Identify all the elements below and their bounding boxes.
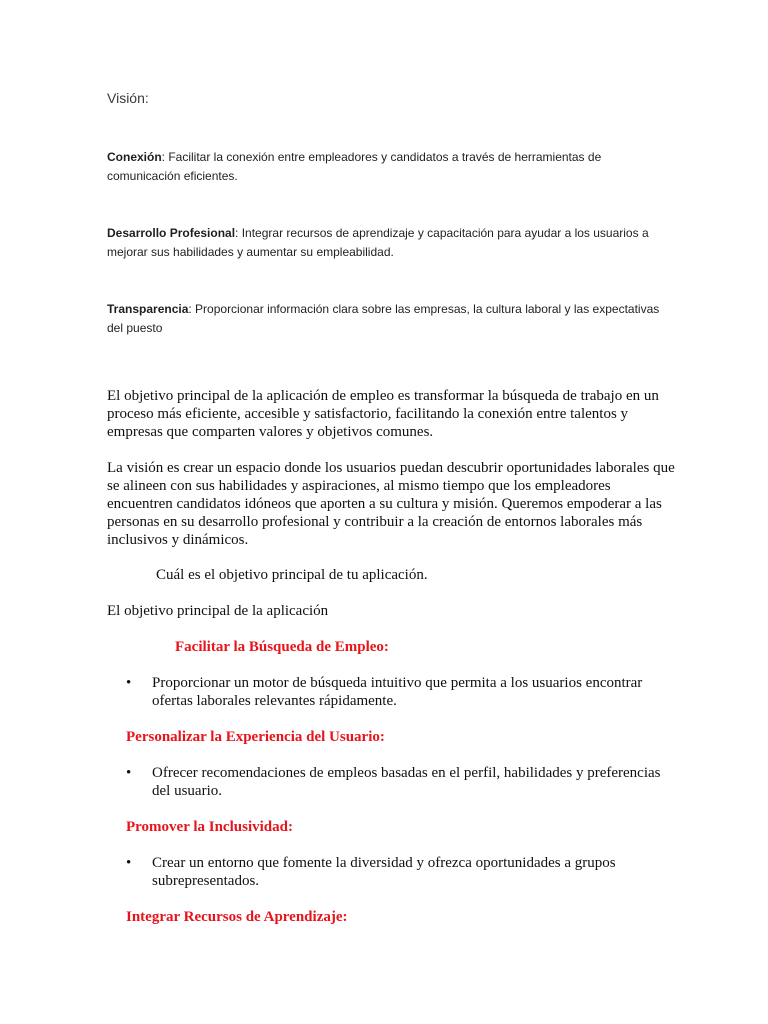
list-item-text: Crear un entorno que fomente la diversidad y ofrezca oportunidades a grupos subrepresentados. (152, 855, 616, 889)
pillar-text: : Proporcionar información clara sobre las empresas, la cultura laboral y las expectativas del puesto (107, 302, 660, 335)
list-item-text: Proporcionar un motor de búsqueda intuitivo que permita a los usuarios encontrar ofertas laborales relevantes rápidamente. (152, 675, 643, 709)
objective-intro: El objetivo principal de la aplicación (107, 603, 329, 619)
objective-heading-aprendizaje: Integrar Recursos de Aprendizaje: (126, 909, 348, 925)
list-item-text: Ofrecer recomendaciones de empleos basadas en el perfil, habilidades y preferencias del usuario. (152, 765, 661, 799)
paragraph-vision: La visión es crear un espacio donde los usuarios puedan descubrir oportunidades laborales que se alineen con sus habilidades y aspiraciones, al mismo tiempo que los empleadores encuentren candidatos idóneos que aporten a su cultura y misión. Queremos empoderar a las personas en su desarrollo profesional y contribuir a la creación de entornos laborales más inclusivos y dinámicos. (107, 460, 675, 548)
vision-title: Visión: (107, 90, 149, 106)
pillar-transparencia (107, 300, 667, 338)
pillar-text: : Integrar recursos de aprendizaje y capacitación para ayudar a los usuarios a mejorar sus habilidades y aumentar su empleabilidad. (107, 226, 649, 259)
pillar-conexion (107, 148, 667, 186)
pillar-desarrollo (107, 224, 667, 262)
paragraph-objective: El objetivo principal de la aplicación de empleo es transformar la búsqueda de trabajo en un proceso más eficiente, accesible y satisfactorio, facilitando la conexión entre talentos y empresas que comparten valores y objetivos comunes. (107, 388, 659, 440)
pillar-label: Desarrollo Profesional (107, 226, 236, 240)
bullet-icon: • (126, 855, 132, 871)
pillar-label: Transparencia (107, 302, 189, 316)
pillar-text: : Facilitar la conexión entre empleadores y candidatos a través de herramientas de comunicación eficientes. (107, 150, 602, 183)
objective-heading-inclusividad: Promover la Inclusividad: (126, 819, 293, 835)
objective-heading-busqueda: Facilitar la Búsqueda de Empleo: (175, 639, 389, 655)
objective-heading-personalizar: Personalizar la Experiencia del Usuario: (126, 729, 385, 745)
bullet-icon: • (126, 675, 132, 691)
bullet-icon: • (126, 765, 132, 781)
question-line: Cuál es el objetivo principal de tu aplicación. (156, 567, 428, 583)
pillar-label: Conexión (107, 150, 162, 164)
